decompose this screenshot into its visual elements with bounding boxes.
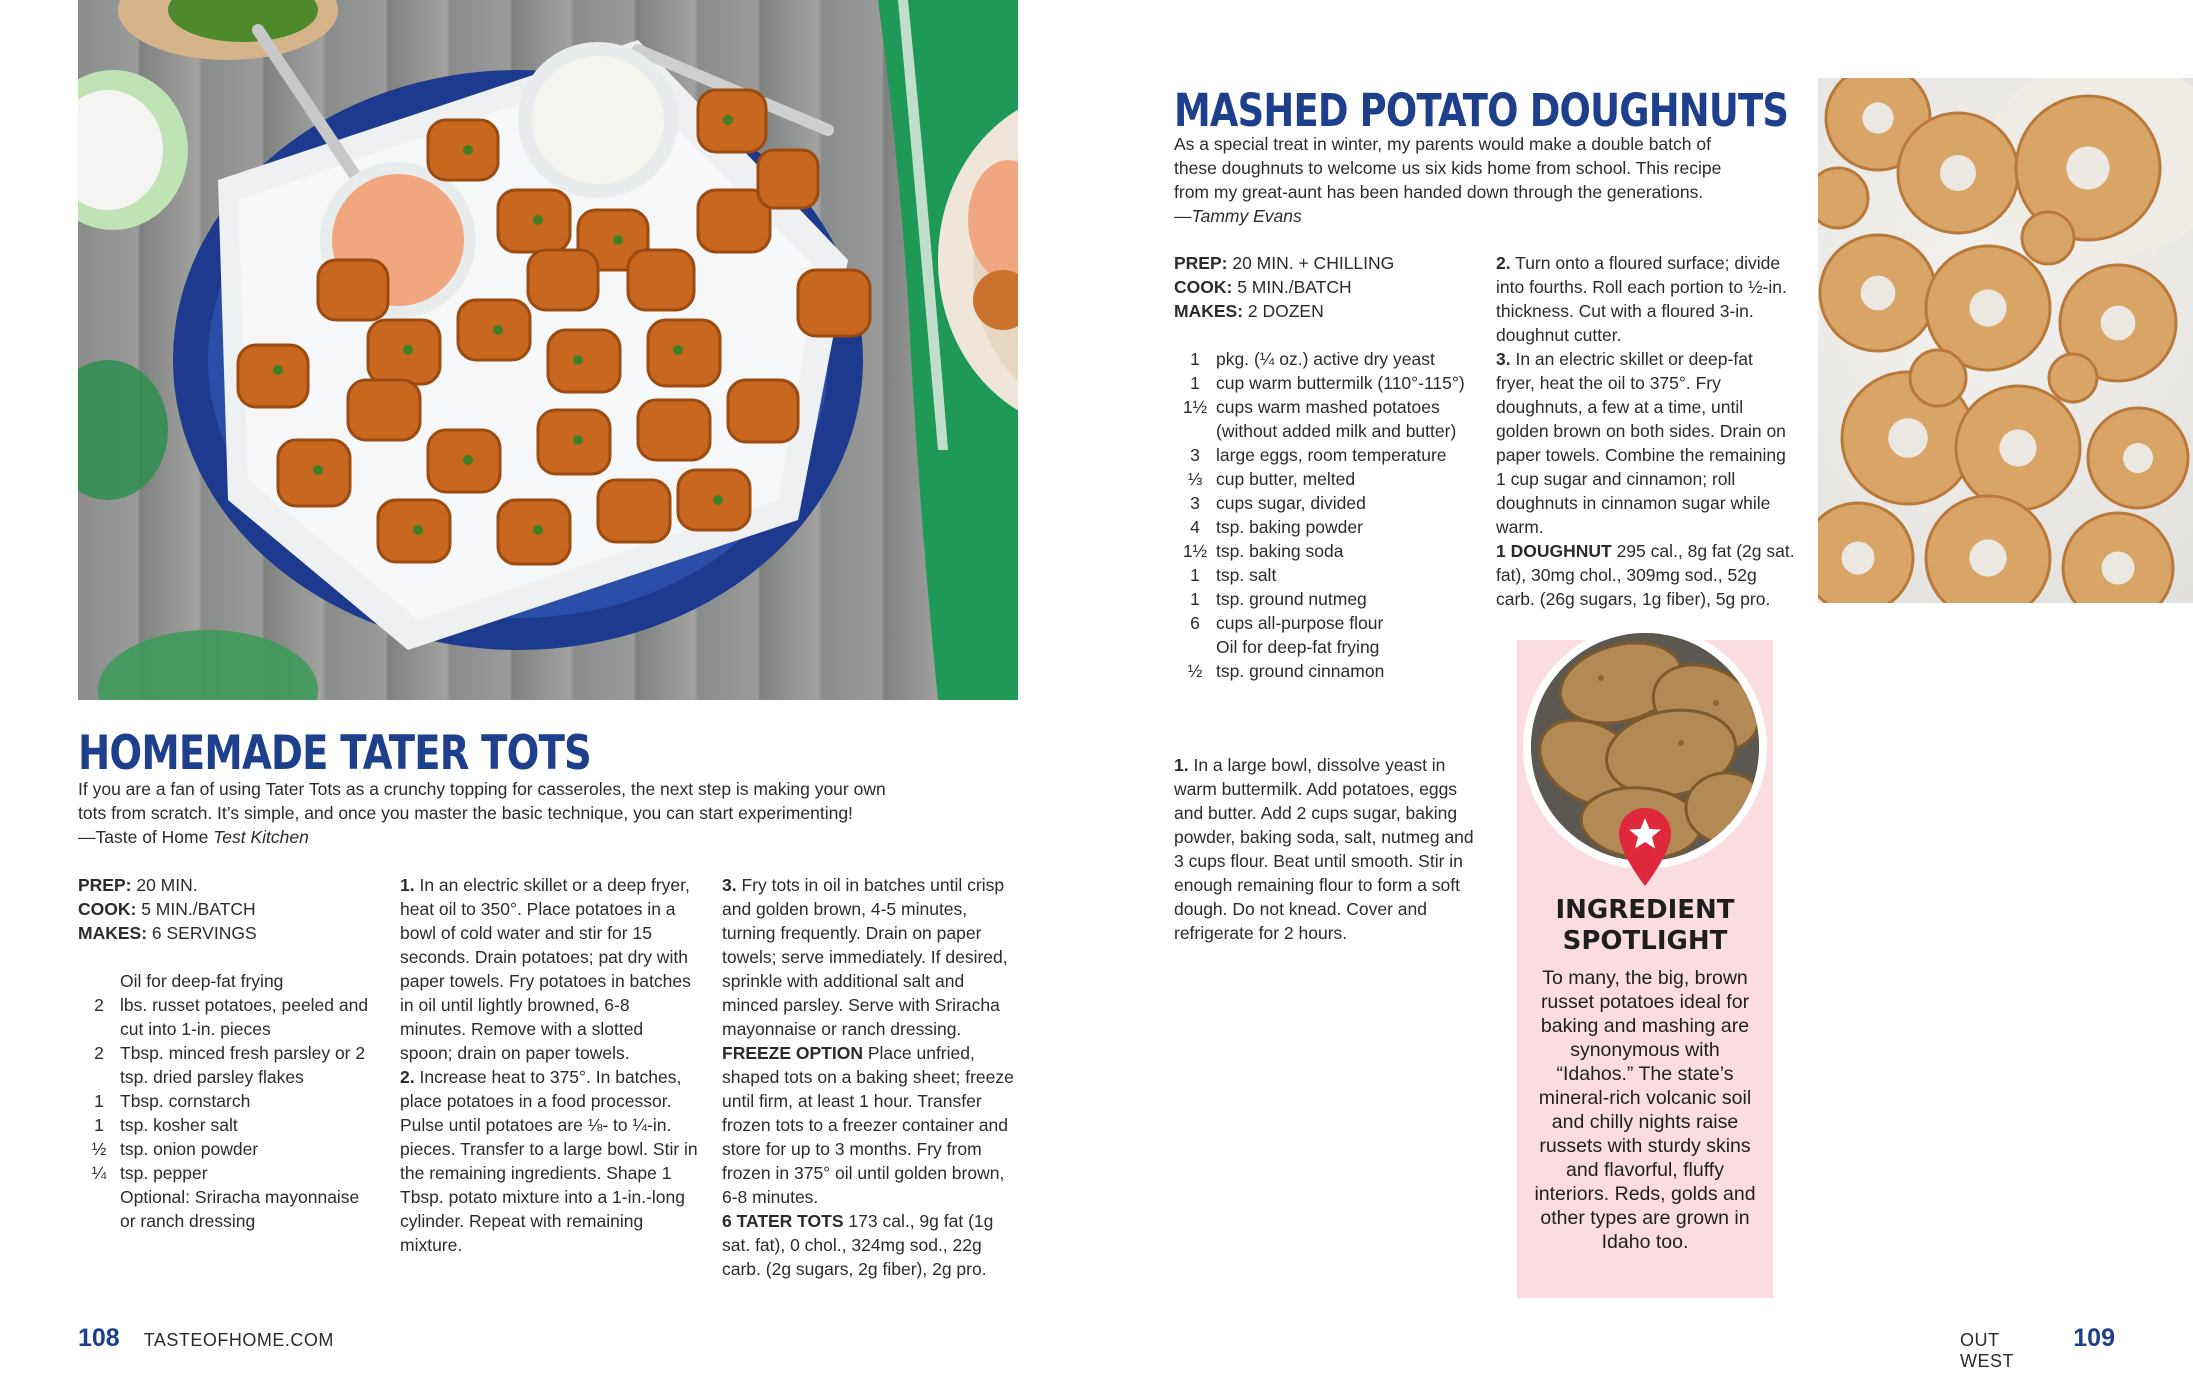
page-number: 109	[2073, 1324, 2115, 1352]
nutrition-text: 173 cal., 9g fat (1g sat. fat), 0 chol., 324mg sod., 22g carb. (2g sugars, 2g fiber), 2g pro.	[722, 1211, 994, 1279]
ingredient-text: cups warm mashed potatoes (without added milk and butter)	[1216, 397, 1457, 441]
doughnut-shape	[2049, 354, 2097, 402]
step-text: Turn onto a floured surface; divide into fourths. Roll each portion to ½-in. thickness. Cut with a floured 3-in. doughnut cutter.	[1496, 253, 1787, 345]
cook-time	[78, 897, 378, 921]
step-number: 2.	[400, 1067, 415, 1087]
credit-italic: Test Kitchen	[213, 827, 309, 847]
ingredient-text: tsp. ground cinnamon	[1216, 661, 1385, 681]
step-text: In an electric skillet or deep-fat fryer, heat the oil to 375°. Fry doughnuts, a few at a time, until golden brown on both sides. Drain on paper towels. Combine the remaining 1 cup sugar and cinnamon; roll doughnuts in cinnamon sugar while warm.	[1496, 349, 1786, 537]
credit-prefix: —Taste of Home	[78, 827, 214, 847]
ingredient-item	[1174, 515, 1476, 539]
doughnut-hole	[1940, 155, 1976, 191]
ingredient-text: tsp. pepper	[120, 1163, 208, 1183]
prep-time	[78, 873, 378, 897]
ingredient-item	[78, 1041, 378, 1089]
ingredient-text: Oil for deep-fat frying	[1216, 637, 1380, 657]
ingredient-text: Tbsp. minced fresh parsley or 2 tsp. dried parsley flakes	[120, 1043, 366, 1087]
doughnut-hole	[1969, 539, 2006, 576]
doughnut-shape	[2022, 212, 2074, 264]
doughnut-shape	[1818, 168, 1868, 228]
ingredient-item	[78, 993, 378, 1041]
freeze-option	[722, 1041, 1018, 1209]
recipe-intro	[78, 777, 958, 849]
step-number: 3.	[722, 875, 737, 895]
ingredient-item	[1174, 347, 1476, 371]
ingredient-item	[1174, 491, 1476, 515]
steps-column-1	[1174, 753, 1474, 945]
ingredient-text: tsp. ground nutmeg	[1216, 589, 1367, 609]
spotlight-heading	[1517, 895, 1773, 957]
step-text: In a large bowl, dissolve yeast in warm buttermilk. Add potatoes, eggs and butter. Add 2 cups sugar, baking powder, baking soda, salt, nutmeg and 3 cups flour. Beat until smooth. Stir in enough remaining flour to form a soft dough. Do not knead. Cover and refrigerate for 2 hours.	[1174, 755, 1474, 943]
recipe-meta	[1174, 251, 1474, 323]
ingredient-quantity	[1174, 635, 1216, 659]
ingredient-quantity: 3	[1190, 493, 1200, 513]
step-3	[1496, 347, 1796, 539]
recipe-intro	[1174, 132, 1794, 228]
nutrition-facts	[722, 1209, 1018, 1281]
ingredient-text: lbs. russet potatoes, peeled and cut into 1-in. pieces	[120, 995, 369, 1039]
doughnut-hole	[1969, 289, 2006, 326]
ingredient-quantity: 6	[1190, 613, 1200, 633]
ingredient-item	[78, 1113, 378, 1137]
ingredient-text: tsp. kosher salt	[120, 1115, 238, 1135]
cook-value: 5 MIN./BATCH	[1232, 277, 1352, 297]
intro-line: these doughnuts to welcome us six kids home from school. This recipe	[1174, 158, 1722, 178]
ingredient-quantity: ⅓	[1187, 469, 1203, 489]
ingredient-item	[1174, 395, 1476, 443]
ingredient-item	[78, 1089, 378, 1113]
cook-time	[1174, 275, 1474, 299]
ingredient-item	[1174, 467, 1476, 491]
ingredient-item	[78, 1137, 378, 1161]
ingredient-text: cup butter, melted	[1216, 469, 1356, 489]
ingredient-text: tsp. onion powder	[120, 1139, 259, 1159]
step-2	[400, 1065, 700, 1257]
doughnut-hole	[2123, 443, 2153, 473]
spotlight-heading-line: INGREDIENT	[1555, 895, 1735, 925]
ingredient-text: tsp. salt	[1216, 565, 1277, 585]
ingredient-quantity	[78, 969, 120, 993]
map-pin-star-icon	[1619, 808, 1671, 888]
ingredient-quantity: 2	[94, 995, 104, 1015]
doughnut-hole	[1999, 429, 2036, 466]
doughnut-hole	[2101, 306, 2136, 341]
ingredient-text: cups all-purpose flour	[1216, 613, 1384, 633]
ingredient-text: large eggs, room temperature	[1216, 445, 1447, 465]
recipe-credit	[78, 825, 958, 849]
makes-value: 2 DOZEN	[1243, 301, 1324, 321]
step-number: 1.	[1174, 755, 1189, 775]
ingredient-quantity: 4	[1190, 517, 1200, 537]
credit-italic: —Tammy Evans	[1174, 206, 1302, 226]
doughnut-hole	[2066, 146, 2109, 189]
prep-value: 20 MIN.	[131, 875, 198, 895]
makes	[78, 921, 378, 945]
ingredient-quantity: 1	[94, 1115, 104, 1135]
ingredient-item	[1174, 659, 1476, 683]
step-3	[722, 873, 1018, 1041]
prep-label: PREP:	[1174, 253, 1228, 273]
cook-value: 5 MIN./BATCH	[136, 899, 256, 919]
ingredient-text: pkg. (¼ oz.) active dry yeast	[1216, 349, 1435, 369]
ingredient-list	[78, 969, 378, 1233]
ingredient-item	[1174, 539, 1476, 563]
step-number: 1.	[400, 875, 415, 895]
ingredient-quantity: 1	[1190, 589, 1200, 609]
freeze-label: FREEZE OPTION	[722, 1043, 863, 1063]
page-number: 108	[78, 1324, 120, 1352]
ingredient-item	[1174, 563, 1476, 587]
step-2	[1496, 251, 1796, 347]
ingredient-quantity: 2	[94, 1043, 104, 1063]
doughnut-hole	[1842, 542, 1875, 575]
ingredient-item	[1174, 635, 1476, 659]
recipe-title: MASHED POTATO DOUGHNUTS	[1174, 84, 1789, 137]
ingredient-item	[1174, 443, 1476, 467]
ingredient-quantity: ½	[91, 1139, 107, 1159]
doughnut-hole	[1862, 102, 1893, 133]
makes-value: 6 SERVINGS	[147, 923, 257, 943]
ingredient-text: tsp. baking powder	[1216, 517, 1363, 537]
ingredient-quantity: 1½	[1182, 541, 1208, 561]
step-1	[1174, 753, 1474, 945]
cook-label: COOK:	[1174, 277, 1233, 297]
ingredient-quantity	[78, 1185, 120, 1233]
ingredient-item	[1174, 587, 1476, 611]
prep-value: 20 MIN. + CHILLING	[1227, 253, 1395, 273]
cook-label: COOK:	[78, 899, 137, 919]
intro-line: from my great-aunt has been handed down through the generations.	[1174, 182, 1704, 202]
doughnut-hole	[1861, 276, 1896, 311]
nutrition-text: 295 cal., 8g fat (2g sat. fat), 30mg chol., 309mg sod., 52g carb. (26g sugars, 1g fiber), 5g pro.	[1496, 541, 1795, 609]
step-1	[400, 873, 700, 1065]
ingredient-quantity: ¼	[91, 1163, 107, 1183]
ingredient-text: Oil for deep-fat frying	[120, 971, 284, 991]
ingredient-quantity: 1	[94, 1091, 104, 1111]
ingredient-text: cup warm buttermilk (110°-115°)	[1216, 373, 1465, 393]
folio-text: OUT WEST	[1960, 1330, 2014, 1371]
ingredient-text: cups sugar, divided	[1216, 493, 1366, 513]
doughnut-shape	[1910, 350, 1966, 406]
makes-label: MAKES:	[1174, 301, 1244, 321]
recipe-meta	[78, 873, 378, 945]
nutrition-facts	[1496, 539, 1796, 611]
recipe-title: HOMEMADE TATER TOTS	[78, 726, 591, 781]
ingredient-quantity: 1½	[1182, 397, 1208, 417]
spotlight-heading-line: SPOTLIGHT	[1562, 926, 1728, 956]
intro-line: tots from scratch. It’s simple, and once you master the basic technique, you can start experimenting!	[78, 803, 853, 823]
steps-column-2	[1496, 251, 1796, 611]
ingredient-quantity: 1	[1190, 565, 1200, 585]
step-text: Fry tots in oil in batches until crisp and golden brown, 4-5 minutes, turning frequently. Drain on paper towels; serve immediately. If desired, sprinkle with additional salt and minced parsley. Serve with Sriracha mayonnaise or ranch dressing.	[722, 875, 1008, 1039]
ingredient-text: tsp. baking soda	[1216, 541, 1344, 561]
ingredient-list	[1174, 347, 1476, 683]
ingredient-item	[78, 969, 378, 993]
ingredient-quantity: 3	[1190, 445, 1200, 465]
nutrition-label: 6 TATER TOTS	[722, 1211, 844, 1231]
doughnut-hole	[1888, 418, 1928, 458]
folio-right	[1960, 1324, 2115, 1372]
doughnut-hole	[2102, 552, 2135, 585]
step-text: Increase heat to 375°. In batches, place potatoes in a food processor. Pulse until potatoes are ⅛- to ¼-in. pieces. Transfer to a large bowl. Stir in the remaining ingredients. Shape 1 Tbsp. potato mixture into a 1-in.-long cylinder. Repeat with remaining mixture.	[400, 1067, 698, 1255]
ingredient-item	[78, 1185, 378, 1233]
folio-text: TASTEOFHOME.COM	[143, 1330, 334, 1350]
prep-label: PREP:	[78, 875, 132, 895]
step-number: 2.	[1496, 253, 1511, 273]
freeze-text: Place unfried, shaped tots on a baking sheet; freeze until firm, at least 1 hour. Transfer frozen tots to a freezer container and store for up to 3 months. Fry from frozen in 375° oil until golden brown, 6-8 minutes.	[722, 1043, 1014, 1207]
step-text: In an electric skillet or a deep fryer, heat oil to 350°. Place potatoes in a bowl of cold water and stir for 15 seconds. Drain potatoes; pat dry with paper towels. Fry potatoes in batches in oil until lightly browned, 6-8 minutes. Remove with a slotted spoon; drain on paper towels.	[400, 875, 691, 1063]
spotlight-text: To many, the big, brown russet potatoes ideal for baking and mashing are synonymous with “Idahos.” The state’s mineral-rich volcanic soil and chilly nights raise russets with sturdy skins and flavorful, fluffy interiors. Reds, golds and other types are grown in Idaho too.	[1534, 967, 1756, 1253]
prep-time	[1174, 251, 1474, 275]
ingredient-item	[78, 1161, 378, 1185]
ingredient-quantity: 1	[1190, 373, 1200, 393]
makes	[1174, 299, 1474, 323]
steps-column-2	[722, 873, 1018, 1281]
ingredient-quantity: ½	[1187, 661, 1203, 681]
tater-tots-photo	[78, 0, 1018, 700]
intro-line: If you are a fan of using Tater Tots as a crunchy topping for casseroles, the next step is making your own	[78, 779, 886, 799]
ingredient-text: Optional: Sriracha mayonnaise or ranch dressing	[120, 1187, 360, 1231]
folio-left	[78, 1324, 334, 1353]
ingredient-item	[1174, 611, 1476, 635]
ingredient-text: Tbsp. cornstarch	[120, 1091, 251, 1111]
intro-line: As a special treat in winter, my parents would make a double batch of	[1174, 134, 1711, 154]
doughnuts-photo	[1818, 78, 2193, 603]
steps-column-1	[400, 873, 700, 1257]
makes-label: MAKES:	[78, 923, 148, 943]
step-number: 3.	[1496, 349, 1511, 369]
recipe-credit	[1174, 204, 1794, 228]
ingredient-quantity: 1	[1190, 349, 1200, 369]
ingredient-item	[1174, 371, 1476, 395]
nutrition-label: 1 DOUGHNUT	[1496, 541, 1612, 561]
